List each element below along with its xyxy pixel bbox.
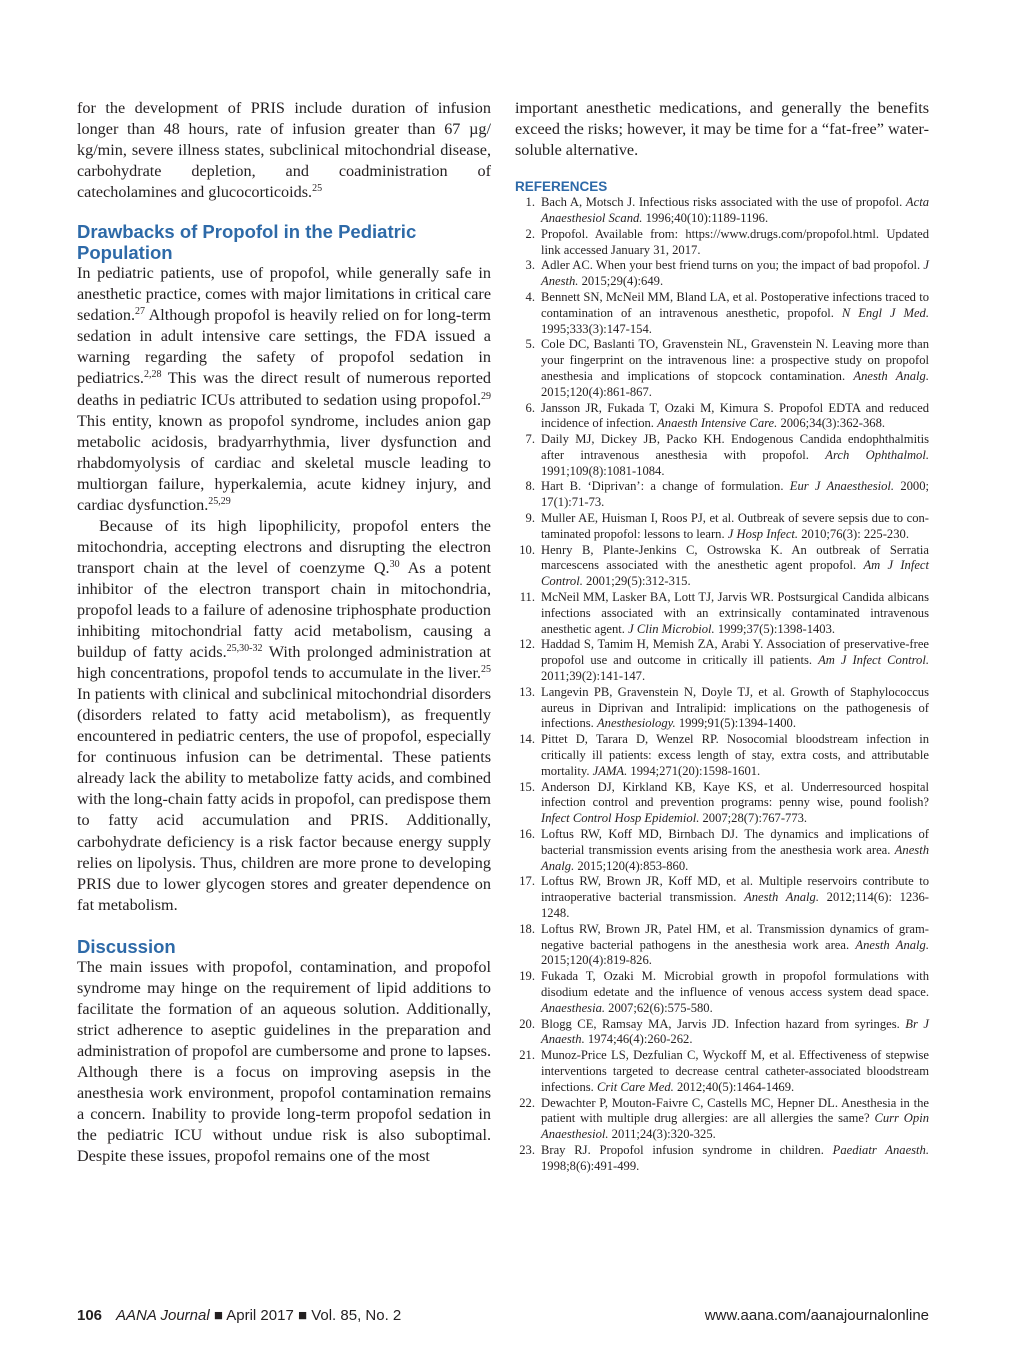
- journal-title: Am J Infect Control.: [541, 558, 929, 589]
- paragraph-drawbacks-1: In pediatric patients, use of propofol, while generally safe in anesthetic practice, comes with major limitations in critical care sedation.$^{27}$ Although propofol is heavily relied on for long-term sedation in adult intensive care settings, the FDA issued a warning regarding the safety of propofol sedation in pediatrics.$^{2,28}$ This was the direct result of numerous reported deaths in pediatric ICUs attributed to sedation using propofol.$^{29}$ This entity, known as propofol syndrome, includes anion gap metabolic acidosis, bradyarrhythmia, liver dysfunction and rhabdomyolysis of cardiac and skeletal muscle leading to multiorgan failure, hyperkalemia, acute kidney injury, and cardiac dysfunction.$^{25,29}$: [77, 264, 491, 514]
- journal-title: Curr Opin Anaesthesiol.: [541, 1111, 929, 1142]
- citation-superscript: 25,29: [208, 495, 231, 507]
- references-heading: REFERENCES: [515, 179, 608, 195]
- journal-title: Anaesthesia.: [541, 1000, 606, 1015]
- citation-superscript: 29: [481, 390, 491, 402]
- journal-title: Anesthesiology.: [596, 716, 676, 731]
- reference-number: 3.: [525, 258, 535, 273]
- reference-item: 12. Haddad S, Tamim H, Memish ZA, Arabi Y. Association of preservative-free propofol use and outcome in critically ill patients. Am J Infect Control. 2011;39(2):141-147.: [515, 637, 929, 684]
- paragraph-discussion: The main issues with propofol, contamination, and propofol syndrome may hinge on the requirement of lipid additions to facilitate the formation of an aqueous solution. Additionally, strict adherence to aseptic guidelines in the preparation and administration of propofol are cumbersome and prone to lapses. Although there is a focus on improving asepsis in the anesthesia work environment, propofol contamination remains a concern. Inability to provide long-term propofol sedation in the pediatric ICU without undue risk is also suboptimal. Despite these issues, propofol remains one of the most: [77, 957, 492, 1166]
- reference-item: 3. Adler AC. When your best friend turns on you; the impact of bad propofol. J Anesth. 2015;29(4):649.: [515, 258, 929, 290]
- reference-item: 9. Muller AE, Huisman I, Roos PJ, et al. Outbreak of severe sepsis due to contaminated propofol: lessons to learn. J Hosp Infect. 2010;76(3): 225-230.: [515, 511, 929, 543]
- journal-title: Infect Control Hosp Epidemiol.: [541, 811, 700, 826]
- journal-title: Paediatr Anaesth.: [832, 1142, 930, 1157]
- references-list: [515, 195, 929, 1174]
- reference-item: 2. Propofol. Available from: https://www.drugs.com/propofol.html. Updated link accessed January 31, 2017.: [515, 227, 929, 259]
- reference-number: 12.: [519, 637, 535, 652]
- journal-title: JAMA.: [592, 763, 628, 778]
- reference-number: 4.: [525, 289, 535, 304]
- reference-number: 7.: [525, 432, 535, 447]
- reference-number: 18.: [519, 921, 535, 936]
- reference-number: 9.: [525, 511, 535, 526]
- reference-number: 6.: [525, 400, 535, 415]
- journal-title: Anesth Analg.: [855, 937, 929, 952]
- reference-item: 19. Fukada T, Ozaki M. Microbial growth in propofol formulations with disodium edetate and the influence of venous access system dead space. Anaesthesia. 2007;62(6):575-580.: [515, 969, 929, 1016]
- journal-title: Br J Anaesth.: [541, 1016, 929, 1047]
- journal-title: J Clin Microbiol.: [628, 621, 715, 636]
- journal-title: Acta Anaesthesiol Scand.: [541, 195, 929, 225]
- page-footer: [77, 1307, 929, 1329]
- journal-title: Anesth Analg.: [744, 890, 819, 905]
- reference-number: 16.: [519, 827, 535, 842]
- left-column: [77, 98, 491, 1167]
- reference-item: 22. Dewachter P, Mouton-Faivre C, Castells MC, Hepner DL. Anesthesia in the patient with multiple drug allergies: are all allergies the same? Curr Opin Anaesthesiol. 2011;24(3):320-325.: [515, 1096, 929, 1143]
- reference-number: 19.: [519, 969, 535, 984]
- citation-superscript: 2,28: [143, 369, 162, 381]
- reference-number: 15.: [519, 779, 535, 794]
- reference-number: 1.: [525, 195, 535, 210]
- reference-item: 10. Henry B, Plante-Jenkins C, Ostrowska K. An outbreak of Serratia marcescens associated with the anesthetic agent propofol. Am J Infect Control. 2001;29(5):312-315.: [515, 543, 929, 590]
- heading-discussion: Discussion: [77, 935, 176, 957]
- journal-title: N Engl J Med.: [841, 305, 929, 320]
- reference-item: 1. Bach A, Motsch J. Infectious risks associated with the use of propofol. Acta Anaesthesiol Scand. 1996;40(10):1189-1196.: [515, 195, 929, 227]
- reference-number: 13.: [519, 684, 535, 699]
- journal-title: Anaesth Intensive Care.: [657, 416, 778, 431]
- journal-title: Eur J Anaesthesiol.: [789, 479, 895, 494]
- reference-number: 8.: [525, 479, 535, 494]
- reference-item: 13. Langevin PB, Gravenstein N, Doyle TJ, et al. Growth of Staphylococcus aureus in Diprivan and Intralipid: implications on the pathogenesis of infections. Anesthesiology. 1999;91(5):1394-1400.: [515, 685, 929, 732]
- reference-item: 21. Munoz-Price LS, Dezfulian C, Wyckoff M, et al. Effectiveness of stepwise interventions targeted to decrease central catheter-associated bloodstream infections. Crit Care Med. 2012;40(5):1464-1469.: [515, 1048, 929, 1095]
- citation-superscript: 25: [481, 664, 491, 676]
- journal-title: Anesth Analg.: [541, 842, 929, 873]
- reference-number: 21.: [519, 1048, 535, 1063]
- reference-number: 5.: [525, 337, 535, 352]
- citation-superscript: 27: [135, 306, 145, 318]
- journal-title: J Anesth.: [541, 258, 929, 289]
- reference-number: 17.: [519, 874, 535, 889]
- reference-number: 11.: [519, 590, 535, 605]
- heading-drawbacks: Drawbacks of Propofol in the Pediatric Population: [77, 221, 417, 264]
- page-number: 106: [77, 1307, 103, 1324]
- reference-item: 23. Bray RJ. Propofol infusion syndrome in children. Paediatr Anaesth. 1998;8(6):491-499.: [515, 1143, 929, 1175]
- reference-item: 20. Blogg CE, Ramsay MA, Jarvis JD. Infection hazard from syringes. Br J Anaesth. 1974;46(4):260-262.: [515, 1017, 929, 1049]
- paragraph-drawbacks-2: Because of its high lipophilicity, propofol enters the mitochondria, accepting electrons and disrupting the electron transport chain at the level of coenzyme Q.$^{30}$ As a potent inhibitor of the electron transport chain in mitochondria, propofol leads to a failure of adenosine triphosphate production inhibiting mitochondrial fatty acid metabolism, causing a buildup of fatty acids.$^{25,30-32}$ With prolonged administration at high concentrations, propofol tends to accumulate in the liver.$^{25}$ In patients with clinical and subclinical mitochondrial disorders (disorders related to fatty acid metabolism), as frequently encountered in pediatric centers, the use of propofol, especially for continuous infusion can be detrimental. These patients already lack the ability to metabolize fatty acids, and combined with the long-chain fatty acids in propofol, can predispose them to fatty acid accumulation and PRIS. Additionally, carbohydrate deficiency is a risk factor because energy supply relies on lipolysis. Thus, children are more prone to developing PRIS due to lower glycogen stores and greater dependence on fat metabolism.: [77, 516, 491, 914]
- reference-item: 16. Loftus RW, Koff MD, Birnbach DJ. The dynamics and implications of bacterial transmission events arising from the anesthesia work area. Anesth Analg. 2015;120(4):853-860.: [515, 827, 929, 874]
- reference-item: 7. Daily MJ, Dickey JB, Packo KH. Endogenous Candida endophthalmitis after intravenous anesthesia with propofol. Arch Ophthalmol. 1991;109(8):1081-1084.: [515, 432, 929, 479]
- journal-name: AANA Journal: [116, 1307, 210, 1324]
- reference-item: 14. Pittet D, Tarara D, Wenzel RP. Nosocomial bloodstream infection in critically ill patients: excess length of stay, extra costs, and attributable mortality. JAMA. 1994;271(20):1598-1601.: [515, 732, 929, 779]
- paragraph-intro: for the development of PRIS include duration of infusion longer than 48 hours, rate of infusion greater than 67 µg/ kg/min, severe illness states, subclinical mitochondrial disease, carbohydrate depletion, and coadministration of catecholamines and glucocorticoids.$^{25}$: [77, 99, 491, 202]
- citation-superscript: 30: [389, 558, 400, 570]
- paragraph-continued: important anesthetic medications, and generally the benefits exceed the risks; however, it may be time for a “fat-free” water-soluble alternative.: [515, 99, 929, 160]
- reference-number: 14.: [519, 732, 535, 747]
- reference-item: 15. Anderson DJ, Kirkland KB, Kaye KS, et al. Underresourced hospital infection control and prevention programs: penny wise, pound foolish? Infect Control Hosp Epidemiol. 2007;28(7):767-773.: [515, 780, 929, 827]
- reference-number: 20.: [519, 1016, 535, 1031]
- reference-item: 5. Cole DC, Baslanti TO, Gravenstein NL, Gravenstein N. Leaving more than your fingerprint on the intravenous line: a prospective study on propofol anesthesia and implications of stopcock contamination. Anesth Analg. 2015;120(4):861-867.: [515, 337, 929, 400]
- reference-number: 10.: [519, 542, 535, 557]
- reference-number: 22.: [519, 1095, 535, 1110]
- reference-item: 11. McNeil MM, Lasker BA, Lott TJ, Jarvis WR. Postsurgical Candida albicans infections associated with an extrinsically contaminated intravenous anesthetic agent. J Clin Microbiol. 1999;37(5):1398-1403.: [515, 590, 929, 637]
- citation-superscript: 25: [312, 183, 323, 195]
- journal-title: Crit Care Med.: [596, 1079, 674, 1094]
- right-column: [515, 98, 929, 1175]
- reference-number: 23.: [519, 1142, 535, 1157]
- journal-url[interactable]: www.aana.com/aanajournalonline: [704, 1307, 929, 1324]
- reference-item: 17. Loftus RW, Brown JR, Koff MD, et al. Multiple reservoirs contribute to intraoperative bacterial transmission. Anesth Analg. 2012;114(6): 1236-1248.: [515, 874, 929, 921]
- reference-item: 18. Loftus RW, Brown JR, Patel HM, et al. Transmission dynamics of gram-negative bacterial pathogens in the anesthesia work area. Anesth Analg. 2015;120(4):819-826.: [515, 922, 929, 969]
- journal-title: Anesth Analg.: [853, 368, 929, 383]
- reference-number: 2.: [525, 226, 535, 241]
- reference-item: 8. Hart B. ‘Diprivan’: a change of formulation. Eur J Anaesthesiol. 2000; 17(1):71-73.: [515, 479, 929, 511]
- issue-info: ■ April 2017 ■ Vol. 85, No. 2: [213, 1307, 402, 1324]
- reference-item: 6. Jansson JR, Fukada T, Ozaki M, Kimura S. Propofol EDTA and reduced incidence of infection. Anaesth Intensive Care. 2006;34(3):362-368.: [515, 401, 929, 433]
- journal-title: Arch Ophthalmol.: [825, 447, 929, 462]
- journal-title: Am J Infect Control.: [818, 653, 929, 668]
- reference-item: 4. Bennett SN, McNeil MM, Bland LA, et al. Postoperative infections traced to contamination of an intravenous anesthetic, propofol. N Engl J Med. 1995;333(3):147-154.: [515, 290, 929, 337]
- citation-superscript: 25,30-32: [226, 643, 263, 655]
- journal-title: J Hosp Infect.: [727, 526, 799, 541]
